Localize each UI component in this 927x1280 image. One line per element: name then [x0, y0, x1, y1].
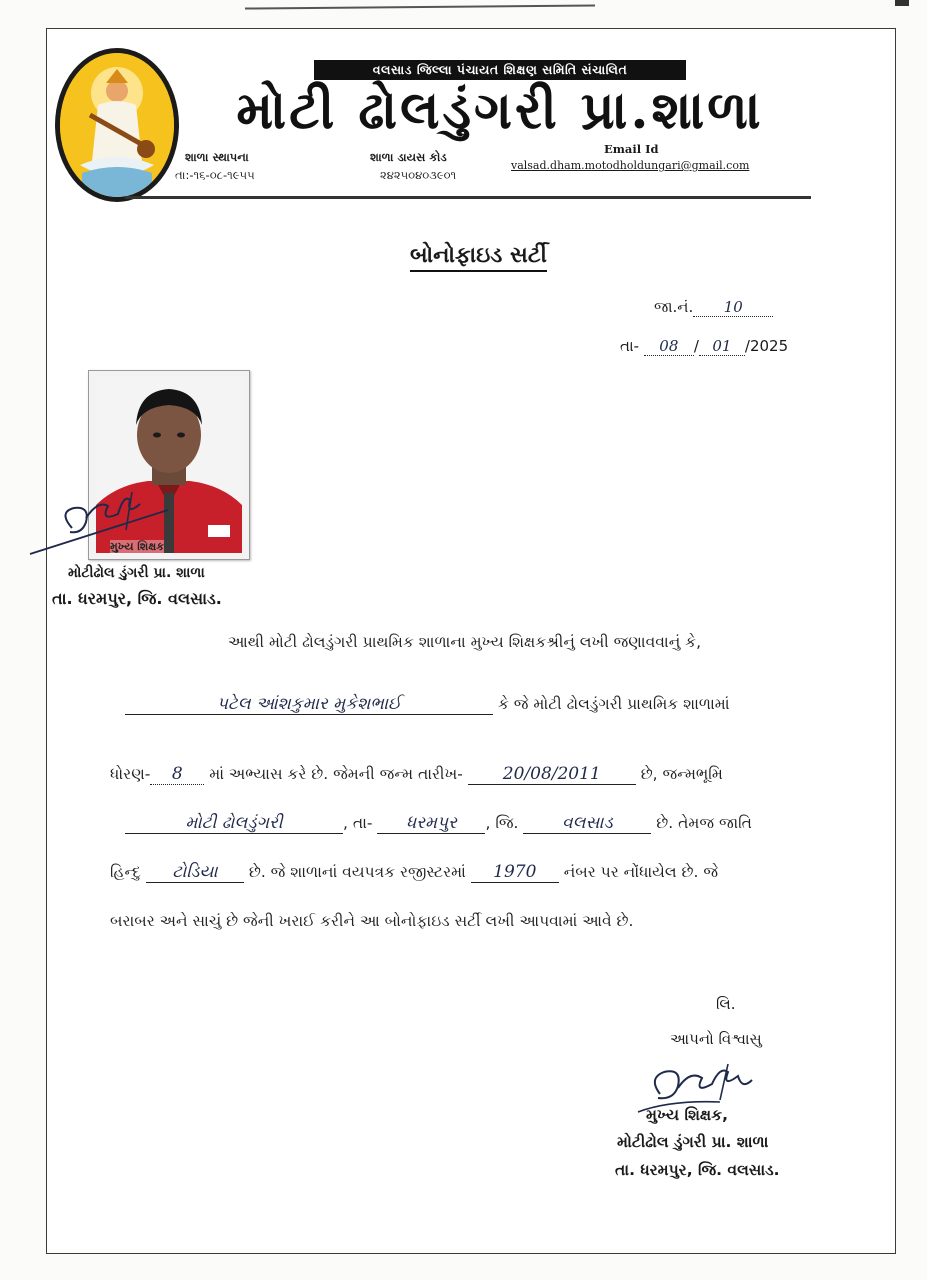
religion-text: હિન્દુ [110, 863, 141, 881]
reference-number-label: જા.નં. [654, 298, 694, 316]
closing-designation: મુખ્ય શિક્ષક, [646, 1106, 728, 1124]
body-line-3-mid: માં અભ્યાસ કરે છે. જેમની જન્મ તારીખ- [209, 765, 463, 783]
banner-managed-by: વલસાડ જિલ્લા પંચાયત શિક્ષણ સમિતિ સંચાલિત [314, 60, 686, 80]
caste-field: ટોડિયા [146, 862, 244, 883]
body-line-4-end: છે. તેમજ જાતિ [656, 814, 752, 832]
student-name-field: પટેલ આંશકુમાર મુકેશભાઈ [125, 694, 493, 715]
district-field: વલસાડ [523, 813, 651, 834]
document-title: બોનોફાઇડ સર્ટી [410, 243, 547, 272]
district-label: , જિ. [485, 814, 519, 832]
closing-li: લિ. [716, 995, 736, 1013]
closing-yours: આપનો વિશ્વાસુ [670, 1030, 762, 1048]
issue-date: તા- 08 / 01 /2025 [620, 337, 789, 355]
body-line-3-end: છે, જન્મભૂમિ [640, 765, 723, 783]
dise-code-label: શાળા ડાયસ કોડ [370, 150, 447, 164]
body-line-2 [125, 694, 730, 715]
taluka-field: ધરમપુર [377, 813, 485, 834]
header-divider [125, 196, 811, 199]
body-line-5 [110, 862, 718, 883]
taluka-label: , તા- [343, 814, 373, 832]
photo-taluka-line: તા. ધરમપુર, જિ. વલસાડ. [52, 589, 222, 608]
email-label: Email Id [604, 142, 659, 156]
saraswati-emblem-icon [55, 48, 179, 202]
body-line-5-mid: છે. જે શાળાનાં વયપત્રક રજીસ્ટરમાં [248, 863, 466, 881]
body-line-6: બરાબર અને સાચું છે જેની ખરાઈ કરીને આ બોનોફાઇડ સર્ટી લખી આપવામાં આવે છે. [110, 912, 634, 930]
issue-date-month: 01 [699, 337, 745, 356]
issue-date-day: 08 [644, 337, 694, 356]
photo-stamp-text: મુખ્ય શિક્ષક [110, 540, 165, 553]
photo-school-line: મોટીઢોલ ડુંગરી પ્રા. શાળા [68, 565, 205, 581]
register-number-field: 1970 [471, 862, 559, 883]
body-line-5-end: નંબર પર નોંધાયેલ છે. જે [563, 863, 719, 881]
email-value: valsad.dham.motodholdungari@gmail.com [511, 159, 750, 172]
body-line-2-rest: કે જે મોટી ઢોલડુંગરી પ્રાથમિક શાળામાં [497, 695, 730, 713]
issue-date-year: 2025 [749, 337, 789, 355]
birthplace-field: મોટી ઢોલડુંગરી [125, 813, 343, 834]
top-scan-mark [895, 0, 909, 6]
body-line-4 [125, 813, 752, 834]
reference-number-value: 10 [693, 298, 773, 317]
standard-field: 8 [150, 764, 204, 785]
established-value: તા:-૧૬-૦૮-૧૯૫૫ [175, 168, 255, 182]
body-line-1: આથી મોટી ઢોલડુંગરી પ્રાથમિક શાળાના મુખ્ય શિક્ષકશ્રીનું લખી જણાવવાનું કે, [228, 633, 702, 651]
dob-field: 20/08/2011 [468, 764, 636, 785]
issue-date-label: તા- [620, 337, 640, 355]
closing-school: મોટીઢોલ ડુંગરી પ્રા. શાળા [617, 1133, 769, 1151]
attestation-signature-icon [28, 470, 178, 560]
closing-taluka: તા. ધરમપુર, જિ. વલસાડ. [615, 1161, 780, 1179]
school-name: મોટી ઢોલડુંગરી પ્રા.શાળા [236, 80, 764, 141]
standard-label: ધોરણ- [110, 765, 151, 783]
established-label: શાળા સ્થાપના [185, 150, 249, 164]
top-scan-rule [245, 4, 595, 9]
dise-code-value: ૨૪૨૫૦૪૦૩૯૦૧ [380, 168, 457, 182]
reference-number [654, 298, 773, 317]
body-line-3 [110, 764, 723, 785]
